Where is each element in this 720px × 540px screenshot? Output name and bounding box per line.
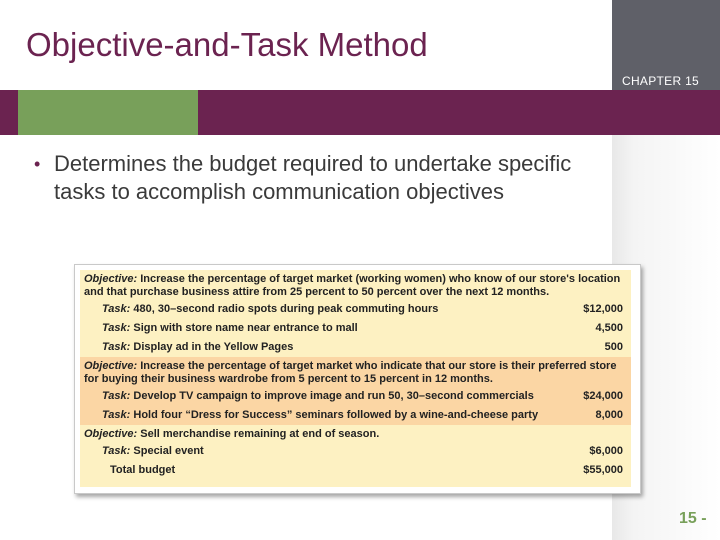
- total-amount: $55,000: [583, 464, 623, 476]
- task-text: 480, 30–second radio spots during peak commuting hours: [133, 303, 439, 315]
- task-label: Task:: [102, 390, 131, 402]
- task-amount: 8,000: [595, 409, 623, 421]
- bullet-point: [34, 150, 624, 206]
- task-text: Hold four “Dress for Success” seminars followed by a wine-and-cheese party: [133, 409, 539, 421]
- task-label: Task:: [102, 445, 131, 457]
- header-accent-block: [18, 90, 198, 135]
- task-amount: $6,000: [589, 445, 623, 457]
- task-text: Display ad in the Yellow Pages: [133, 341, 294, 353]
- task-amount: 4,500: [595, 322, 623, 334]
- budget-table-figure: [74, 264, 641, 494]
- task-row: [80, 406, 631, 425]
- task-row: [80, 319, 631, 338]
- page-number: 15 -: [679, 510, 707, 527]
- bullet-text: Determines the budget required to undertake specific tasks to accomplish communication objectives: [54, 151, 572, 204]
- budget-table: [80, 270, 631, 487]
- task-text: Special event: [133, 445, 204, 457]
- slide-title: Objective-and-Task Method: [26, 26, 428, 63]
- bullet-dot: •: [34, 154, 41, 174]
- objective-text: Increase the percentage of target market (working women) who know of our store's location and that purchase business attire from 25 percent to 50 percent over the next 12 months.: [84, 273, 621, 298]
- task-label: Task:: [102, 322, 131, 334]
- task-row: [80, 300, 631, 319]
- task-text: Sign with store name near entrance to mall: [133, 322, 358, 334]
- task-label: Task:: [102, 303, 131, 315]
- objective-group-3: [80, 425, 631, 480]
- task-amount: $12,000: [583, 303, 623, 315]
- objective-text: Sell merchandise remaining at end of season.: [140, 428, 380, 440]
- task-label: Task:: [102, 341, 131, 353]
- objective-row: [80, 270, 631, 300]
- objective-label: Objective:: [84, 360, 138, 372]
- task-label: Task:: [102, 409, 131, 421]
- objective-row: [80, 425, 631, 442]
- objective-group-1: [80, 270, 631, 357]
- task-row: [80, 338, 631, 357]
- task-text: Develop TV campaign to improve image and run 50, 30–second commercials: [133, 390, 534, 402]
- objective-text: Increase the percentage of target market who indicate that our store is their preferred store for buying their business wardrobe from 5 percent to 15 percent in 12 months.: [84, 360, 617, 385]
- task-amount: $24,000: [583, 390, 623, 402]
- objective-row: [80, 357, 631, 387]
- objective-group-2: [80, 357, 631, 425]
- task-amount: 500: [604, 341, 623, 353]
- objective-label: Objective:: [84, 273, 138, 285]
- total-label: Total budget: [110, 464, 176, 476]
- objective-label: Objective:: [84, 428, 138, 440]
- total-row: [80, 461, 631, 480]
- task-row: [80, 442, 631, 461]
- task-row: [80, 387, 631, 406]
- chapter-label: CHAPTER 15: [622, 74, 700, 88]
